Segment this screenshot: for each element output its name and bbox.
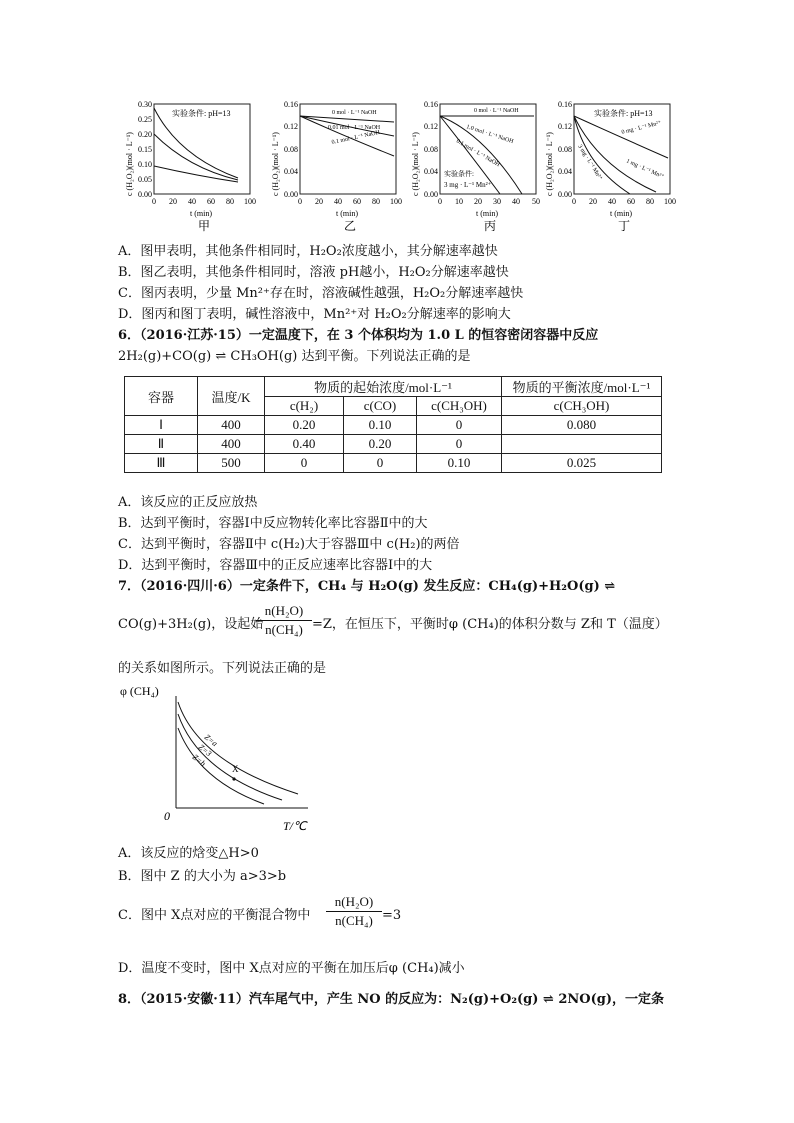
yi-ytick: 0.08	[284, 145, 298, 154]
table-cell: 0.10	[344, 416, 417, 435]
table-cell: 0	[417, 416, 502, 435]
jia-ytick: 0.00	[138, 190, 152, 199]
bing-ytick: 0.12	[424, 122, 438, 131]
ding-xtick: 40	[608, 197, 616, 206]
bing-xtick: 10	[455, 197, 463, 206]
jia-curve	[154, 166, 238, 182]
q6-stem-line2: 2H₂(g)+CO(g) ⇌ CH₃OH(g) 达到平衡。下列说法正确的是	[118, 349, 471, 364]
q7-graph-origin: 0	[164, 809, 170, 823]
table-subheader: c(H₂)	[265, 397, 344, 416]
q5-option-b: B．图乙表明，其他条件相同时，溶液 pH越小，H₂O₂分解速率越快	[118, 265, 509, 280]
figure-jia-ylabel: c (H₂O₂)(mol · L⁻¹)	[125, 132, 134, 196]
figure-ding	[545, 100, 676, 233]
bing-ytick: 0.16	[424, 100, 438, 109]
ding-xtick: 20	[589, 197, 597, 206]
jia-figure-label: 甲	[198, 219, 211, 233]
table-cell: 0.080	[502, 416, 662, 435]
table-cell	[502, 435, 662, 454]
ding-curve-label: 1 mg · L⁻¹ Mn²⁺	[625, 158, 665, 181]
fraction-numerator: n(H₂O)	[264, 603, 304, 618]
q7-point-x	[232, 777, 235, 780]
table-subheader: c(CH₃OH)	[502, 397, 662, 416]
q7-curve-label: Z=b	[190, 752, 208, 769]
q7-stem-line3: 的关系如图所示。下列说法正确的是	[118, 661, 327, 676]
table-header-initial: 物质的起始浓度/mol·L⁻¹	[265, 377, 502, 397]
ding-xlabel: t (min)	[610, 209, 632, 218]
fraction-numerator: n(H₂O)	[334, 894, 374, 909]
table-header-equilibrium: 物质的平衡浓度/mol·L⁻¹	[502, 377, 662, 397]
figure-jia	[125, 100, 256, 233]
ding-curve-label: 0 mg · L⁻¹ Mn²⁺	[621, 120, 662, 136]
jia-xlabel: t (min)	[190, 209, 212, 218]
bing-xtick: 40	[512, 197, 520, 206]
figures-row	[118, 96, 688, 236]
table-row	[125, 416, 662, 435]
q7-option-d: D．温度不变时，图中 X点对应的平衡在加压后φ (CH₄)减小	[118, 961, 465, 976]
q7-fraction	[256, 603, 312, 638]
table-row	[125, 454, 662, 473]
q7-curve-label: Z=3	[196, 742, 214, 759]
yi-xtick: 100	[390, 197, 402, 206]
yi-xlabel: t (min)	[336, 209, 358, 218]
table-cell: 0	[265, 454, 344, 473]
bing-ytick: 0.08	[424, 145, 438, 154]
table-subheader: c(CO)	[344, 397, 417, 416]
ding-ytick: 0.12	[558, 122, 572, 131]
jia-ytick: 0.20	[138, 130, 152, 139]
bing-annotation: 实验条件:	[444, 170, 474, 178]
table-cell: 400	[198, 416, 265, 435]
q6-data-table	[124, 376, 662, 473]
ding-curve-label: 3 mg · L⁻¹ Mn²⁺	[576, 143, 603, 182]
q7-curve-label: Z=a	[202, 732, 220, 749]
q8-stem-line1: 8．（2015·安徽·11）汽车尾气中，产生 NO 的反应为：N₂(g)+O₂(g) ⇌ 2NO(g)，一定条	[118, 992, 664, 1007]
table-cell: 0	[344, 454, 417, 473]
table-cell: 400	[198, 435, 265, 454]
table-cell: Ⅱ	[125, 435, 198, 454]
ding-xtick: 0	[572, 197, 576, 206]
q7-graph	[118, 682, 318, 834]
fraction-denominator: n(CH₄)	[265, 622, 303, 637]
ding-ytick: 0.04	[558, 167, 572, 176]
yi-xtick: 40	[334, 197, 342, 206]
q7-option-a: A．该反应的焓变△H>0	[118, 846, 259, 861]
q6-option-d: D．达到平衡时，容器Ⅲ中的正反应速率比容器Ⅰ中的大	[118, 558, 433, 573]
bing-xtick: 50	[532, 197, 540, 206]
jia-xtick: 20	[169, 197, 177, 206]
q7-stem-line2-post: =Z，在恒压下，平衡时φ (CH₄)的体积分数与 Z和 T（温度）	[312, 617, 668, 632]
figure-bing-ylabel: c (H₂O₂)(mol · L⁻¹)	[411, 132, 420, 196]
table-cell: 0.20	[265, 416, 344, 435]
bing-ytick: 0.04	[424, 167, 438, 176]
ding-xtick: 100	[664, 197, 676, 206]
yi-xtick: 0	[298, 197, 302, 206]
bing-xlabel: t (min)	[476, 209, 498, 218]
jia-xtick: 60	[207, 197, 215, 206]
table-cell: 0.10	[417, 454, 502, 473]
yi-xtick: 80	[372, 197, 380, 206]
q6-option-a: A．该反应的正反应放热	[118, 495, 258, 510]
q7-option-c-post: =3	[382, 908, 402, 923]
q7-stem-line1: 7．（2016·四川·6）一定条件下，CH₄ 与 H₂O(g) 发生反应：CH₄(g)+H₂O(g) ⇌	[118, 579, 616, 594]
yi-figure-label: 乙	[344, 219, 357, 233]
q5-option-c: C．图丙表明，少量 Mn²⁺存在时，溶液碱性越强，H₂O₂分解速率越快	[118, 286, 524, 301]
q5-option-d: D．图丙和图丁表明，碱性溶液中，Mn²⁺对 H₂O₂分解速率的影响大	[118, 307, 511, 322]
table-header-container: 容器	[125, 377, 198, 416]
table-cell: 0	[417, 435, 502, 454]
q7-stem-line2-pre: CO(g)+3H₂(g)，设起始	[118, 617, 264, 632]
table-subheader: c(CH₃OH)	[417, 397, 502, 416]
ding-figure-label: 丁	[618, 219, 631, 233]
figure-yi	[271, 100, 402, 233]
figure-bing	[411, 100, 540, 233]
jia-ytick: 0.25	[138, 115, 152, 124]
table-cell: 0.40	[265, 435, 344, 454]
table-header-temperature: 温度/K	[198, 377, 265, 416]
bing-curve-label: 0.1 mol · L⁻¹ NaOH	[455, 138, 501, 169]
ding-ytick: 0.00	[558, 190, 572, 199]
table-row	[125, 435, 662, 454]
figure-yi-ylabel: c (H₂O₂)(mol · L⁻¹)	[271, 132, 280, 196]
ding-xtick: 60	[627, 197, 635, 206]
q7-point-label: X	[232, 764, 239, 774]
q6-stem-line1: 6．（2016·江苏·15）一定温度下，在 3 个体积均为 1.0 L 的恒容密闭容器中反应	[118, 328, 599, 343]
jia-xtick: 0	[152, 197, 156, 206]
table-cell: Ⅰ	[125, 416, 198, 435]
table-cell: 0.20	[344, 435, 417, 454]
jia-curve	[154, 108, 238, 178]
table-cell: 0.025	[502, 454, 662, 473]
q7-curve-a	[178, 702, 298, 794]
q5-option-a: A．图甲表明，其他条件相同时，H₂O₂浓度越小，其分解速率越快	[118, 244, 498, 259]
yi-ytick: 0.16	[284, 100, 298, 109]
q6-option-b: B．达到平衡时，容器Ⅰ中反应物转化率比容器Ⅱ中的大	[118, 516, 428, 531]
table-cell: 500	[198, 454, 265, 473]
figure-ding-ylabel: c (H₂O₂)(mol · L⁻¹)	[545, 132, 554, 196]
jia-ytick: 0.10	[138, 160, 152, 169]
yi-xtick: 20	[315, 197, 323, 206]
yi-curve-label: 0 mol · L⁻¹ NaOH	[332, 110, 377, 116]
jia-annotation: 实验条件: pH=13	[172, 109, 231, 118]
ding-ytick: 0.08	[558, 145, 572, 154]
jia-ytick: 0.30	[138, 100, 152, 109]
table-cell: Ⅲ	[125, 454, 198, 473]
yi-ytick: 0.12	[284, 122, 298, 131]
ding-annotation: 实验条件: pH=13	[594, 109, 653, 118]
yi-xtick: 60	[353, 197, 361, 206]
bing-curve-label: 0 mol · L⁻¹ NaOH	[474, 108, 519, 114]
yi-curve-label: 0.1 mol · L⁻¹ NaOH	[331, 129, 381, 146]
ding-xtick: 80	[646, 197, 654, 206]
q7-graph-ylabel: φ (CH₄)	[120, 684, 159, 698]
jia-ytick: 0.15	[138, 145, 152, 154]
fraction-denominator: n(CH₄)	[335, 913, 373, 928]
q7-optc-fraction	[326, 894, 382, 929]
yi-ytick: 0.00	[284, 190, 298, 199]
bing-ytick: 0.00	[424, 190, 438, 199]
ding-ytick: 0.16	[558, 100, 572, 109]
bing-curve-label: 1.0 mol · L⁻¹ NaOH	[465, 124, 514, 146]
bing-xtick: 30	[493, 197, 501, 206]
jia-xtick: 40	[188, 197, 196, 206]
bing-annotation: 3 mg · L⁻¹ Mn²⁺	[444, 181, 492, 189]
bing-xtick: 20	[474, 197, 482, 206]
yi-curve-label: 0.01 mol · L⁻¹ NaOH	[328, 125, 381, 131]
bing-figure-label: 丙	[484, 219, 497, 233]
q7-graph-xlabel: T/℃	[283, 819, 307, 833]
q7-option-c-pre: C．图中 X点对应的平衡混合物中	[118, 908, 311, 923]
q6-option-c: C．达到平衡时，容器Ⅱ中 c(H₂)大于容器Ⅲ中 c(H₂)的两倍	[118, 537, 460, 552]
jia-xtick: 100	[244, 197, 256, 206]
jia-xtick: 80	[226, 197, 234, 206]
bing-xtick: 0	[438, 197, 442, 206]
yi-ytick: 0.04	[284, 167, 298, 176]
jia-ytick: 0.05	[138, 175, 152, 184]
q7-option-b: B．图中 Z 的大小为 a>3>b	[118, 869, 287, 884]
